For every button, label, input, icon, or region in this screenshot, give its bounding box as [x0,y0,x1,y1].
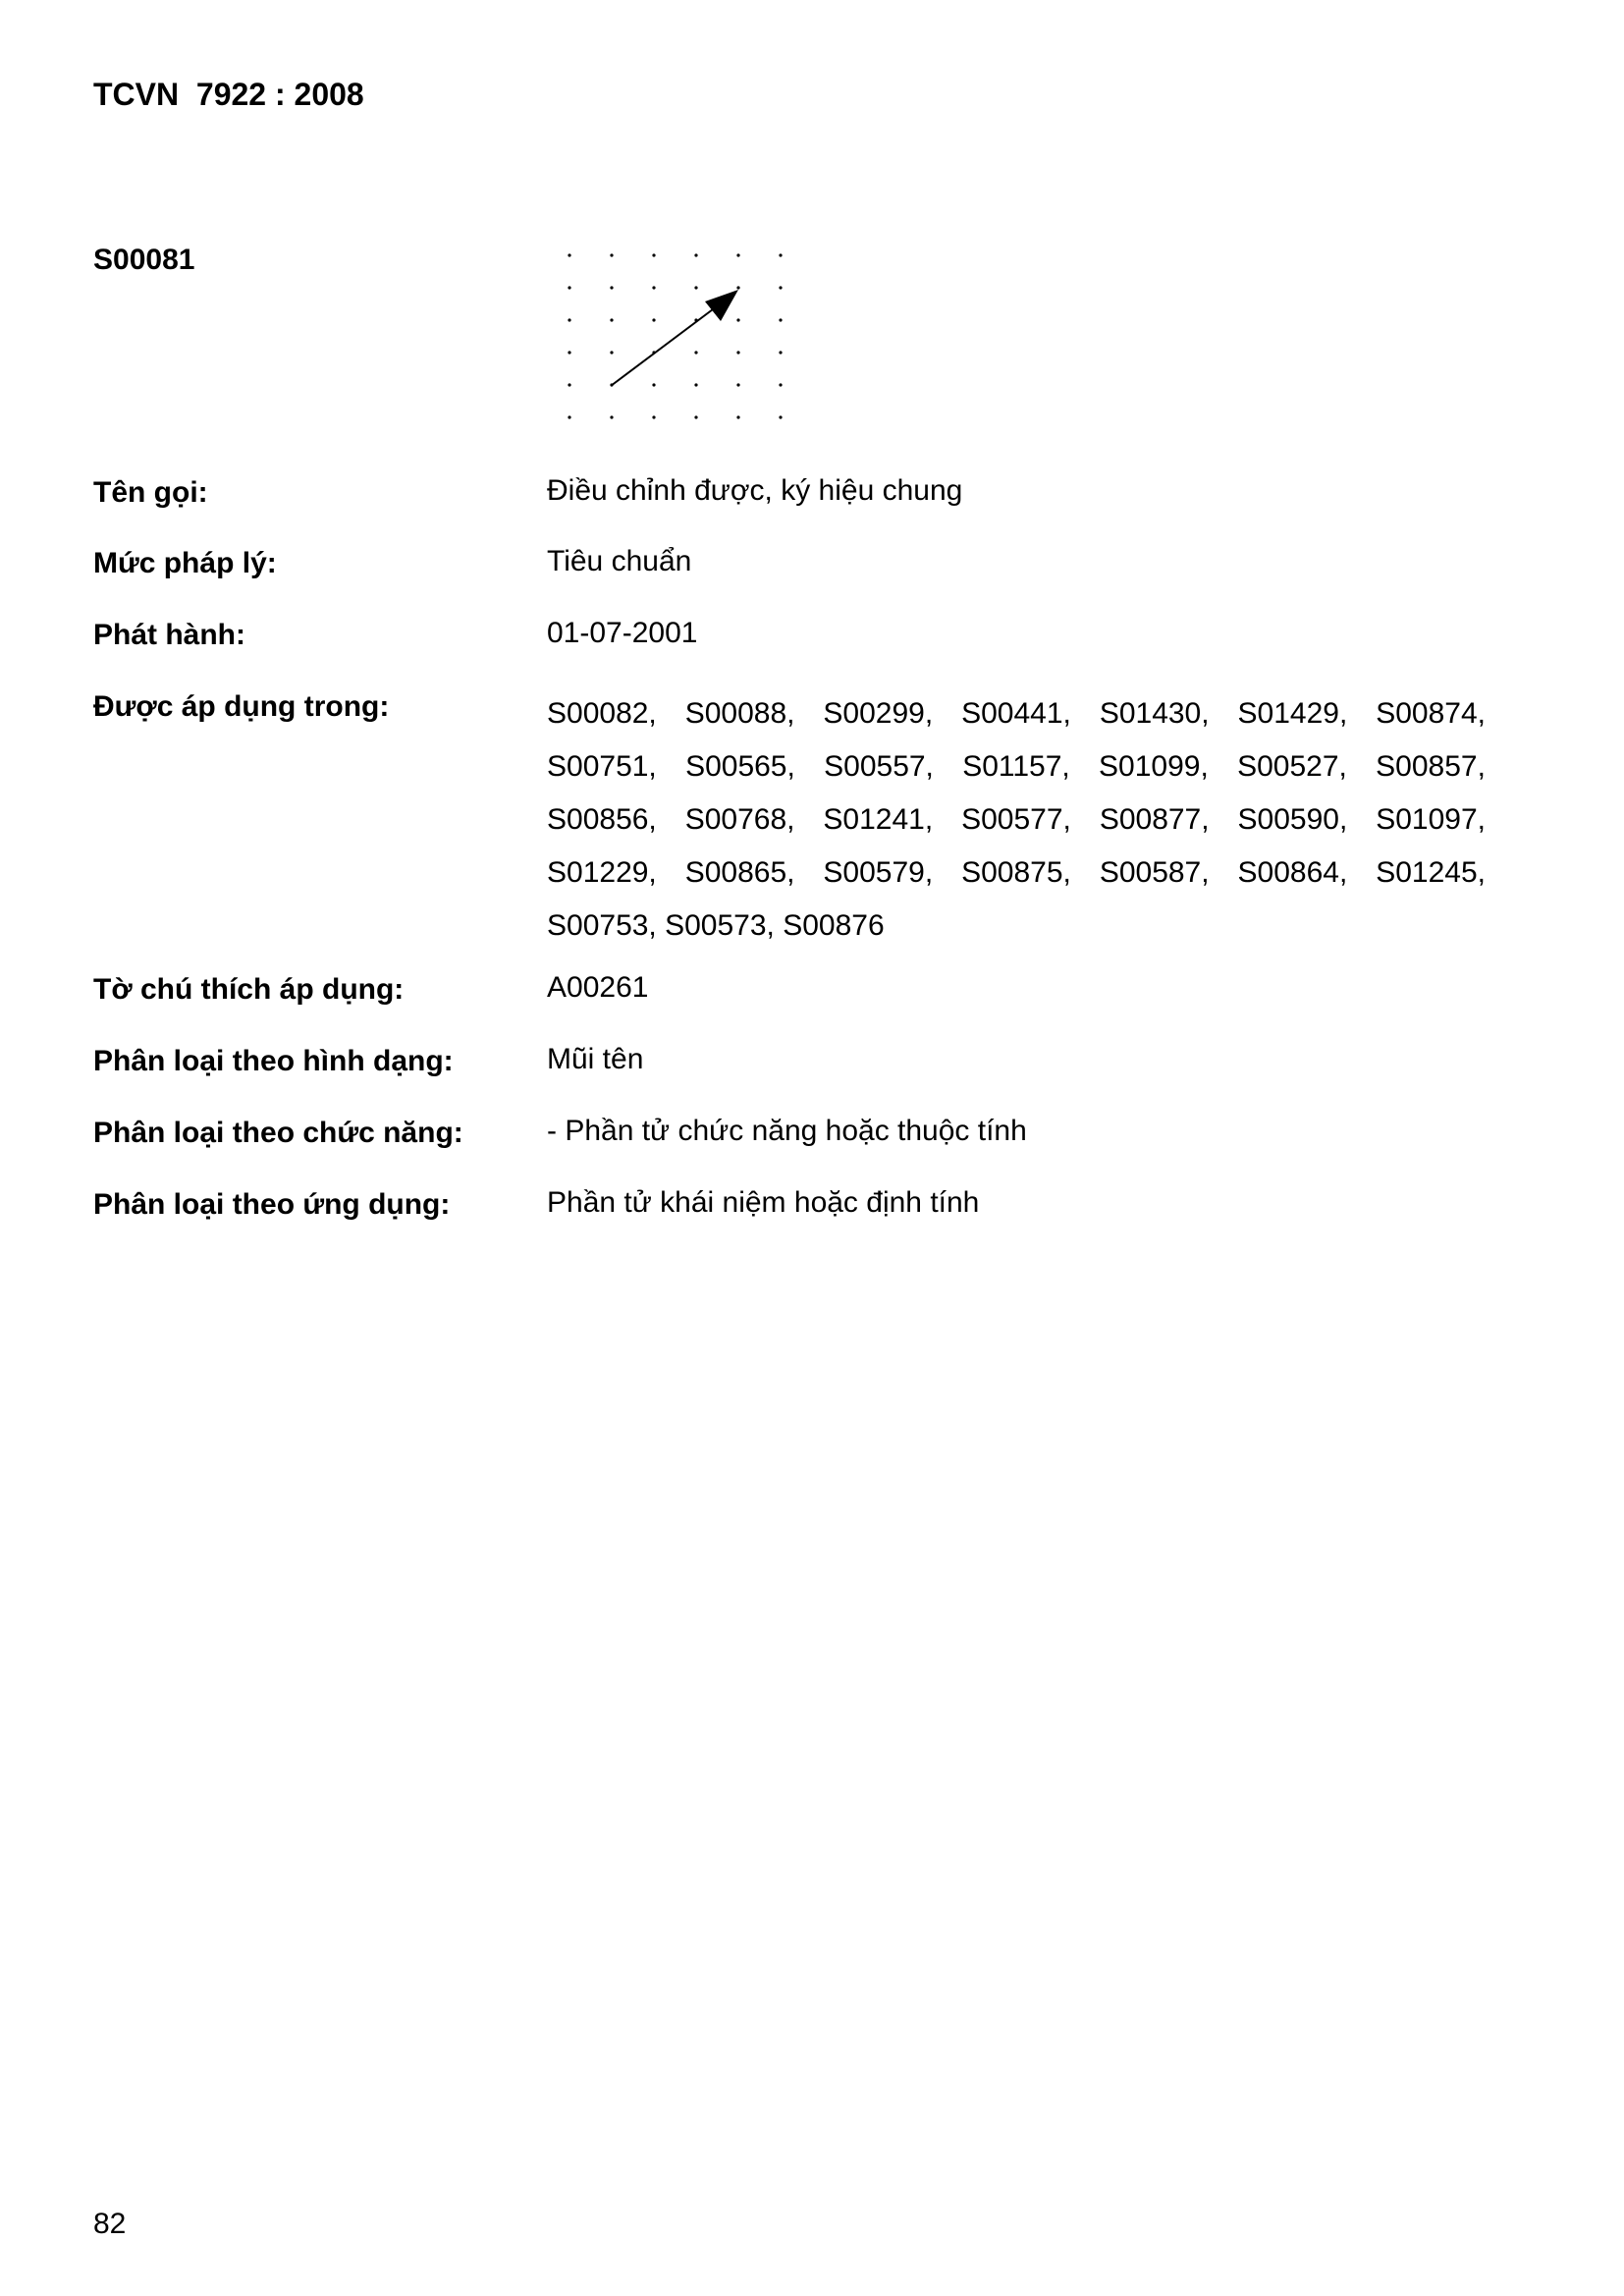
grid-dot [652,286,655,289]
grid-dot [610,253,613,256]
applied-in-code: S00864, [1237,856,1348,889]
field-value-name: Điều chỉnh được, ký hiệu chung [547,474,963,507]
applied-in-row [547,687,1486,740]
applied-in-code: S00577, [961,803,1071,836]
grid-dot [568,253,570,256]
grid-dot [779,318,782,321]
field-label-legal-level: Mức pháp lý: [93,547,277,579]
applied-in-code: S00768, [684,803,795,836]
grid-dot [568,318,570,321]
applied-in-code: S01241, [823,803,934,836]
applied-in-code: S00590, [1237,803,1348,836]
field-label-name: Tên gọi: [93,476,208,509]
symbol-arrow-head [705,290,738,321]
grid-dot [779,351,782,354]
grid-dot [736,383,739,386]
applied-in-code: S00527, [1237,750,1347,783]
grid-dot [694,253,697,256]
field-label-application-class: Phân loại theo ứng dụng: [93,1188,451,1221]
grid-dot [568,351,570,354]
field-value-shape-class: Mũi tên [547,1043,644,1075]
applied-in-code: S01097, [1376,803,1486,836]
grid-dot [610,351,613,354]
grid-dot [652,318,655,321]
applied-in-code: S00441, [961,697,1071,730]
field-value-released: 01-07-2001 [547,617,698,649]
grid-dot [652,415,655,418]
grid-dot [736,286,739,289]
grid-dot [694,351,697,354]
grid-dot [736,253,739,256]
field-label-function-class: Phân loại theo chức năng: [93,1117,463,1149]
grid-dot [779,286,782,289]
page-number: 82 [93,2208,127,2240]
grid-dot [610,318,613,321]
applied-in-code: S01245, [1376,856,1486,889]
grid-dot [694,286,697,289]
applied-in-code: S01430, [1099,697,1210,730]
arrow-diagonal-adjustable-icon [560,246,795,432]
applied-in-code: S01429, [1237,697,1348,730]
applied-in-code: S00299, [823,697,934,730]
applied-in-code: S00565, [685,750,795,783]
document-header-title: TCVN 7922 : 2008 [93,77,364,112]
applied-in-code: S00875, [961,856,1071,889]
grid-dot [610,286,613,289]
field-label-shape-class: Phân loại theo hình dạng: [93,1045,454,1077]
grid-dot [652,383,655,386]
grid-dot [736,351,739,354]
applied-in-row [547,847,1486,900]
grid-dot [779,383,782,386]
grid-dot [694,383,697,386]
applied-in-code: S01099, [1099,750,1209,783]
field-value-application-class: Phần tử khái niệm hoặc định tính [547,1186,980,1219]
grid-dot [694,415,697,418]
applied-in-code: S00557, [824,750,934,783]
applied-in-code: S00088, [684,697,795,730]
grid-dot [652,253,655,256]
applied-in-code: S01157, [962,750,1070,783]
applied-in-row [547,900,1486,953]
applied-in-code: S00082, [547,697,657,730]
applied-in-code: S00856, [547,803,657,836]
symbol-dot-grid [568,253,782,418]
field-value-legal-level: Tiêu chuẩn [547,545,692,577]
field-label-applied-in: Được áp dụng trong: [93,690,390,723]
grid-dot [568,286,570,289]
applied-in-code: S00753, S00573, S00876 [547,909,885,942]
grid-dot [736,415,739,418]
grid-dot [779,415,782,418]
symbol-code: S00081 [93,244,195,276]
applied-in-code: S00587, [1099,856,1210,889]
applied-in-code: S00857, [1376,750,1486,783]
applied-in-row [547,793,1486,847]
grid-dot [568,383,570,386]
field-label-released: Phát hành: [93,619,245,651]
grid-dot [610,415,613,418]
applied-in-row [547,740,1486,793]
field-value-function-class: - Phần tử chức năng hoặc thuộc tính [547,1115,1027,1147]
field-label-annotation-sheet: Tờ chú thích áp dụng: [93,973,405,1006]
grid-dot [779,253,782,256]
symbol-arrow-shaft [611,298,729,386]
applied-in-code: S00865, [684,856,795,889]
applied-in-code: S01229, [547,856,657,889]
applied-in-list [547,687,1486,953]
applied-in-code: S00751, [547,750,657,783]
applied-in-code: S00877, [1099,803,1210,836]
field-value-annotation-sheet: A00261 [547,971,649,1004]
applied-in-code: S00579, [823,856,934,889]
grid-dot [568,415,570,418]
grid-dot [736,318,739,321]
applied-in-code: S00874, [1376,697,1486,730]
